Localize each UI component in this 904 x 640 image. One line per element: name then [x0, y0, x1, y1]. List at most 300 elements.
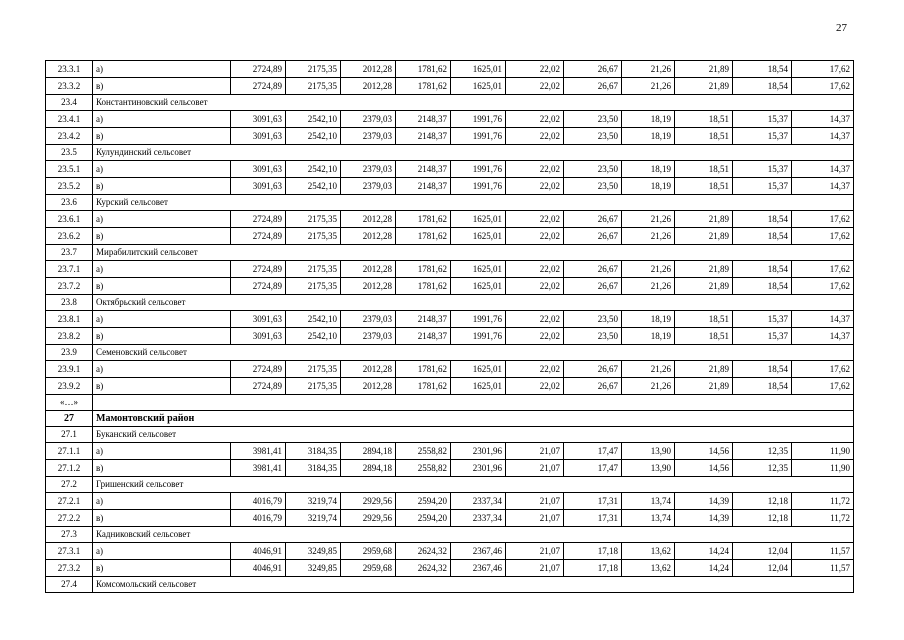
value-cell: 1991,76	[451, 328, 506, 345]
value-cell: 2894,18	[341, 443, 396, 460]
value-cell: 2724,89	[231, 78, 286, 95]
value-cell: 11,72	[792, 510, 854, 527]
value-cell: 14,37	[792, 128, 854, 145]
row-label: а)	[93, 111, 231, 128]
value-cell: 26,67	[564, 78, 622, 95]
row-label: а)	[93, 311, 231, 328]
value-cell: 21,07	[506, 460, 564, 477]
row-code: 23.5.1	[46, 161, 93, 178]
section-code: 27.4	[46, 577, 93, 593]
value-cell: 18,19	[622, 111, 675, 128]
value-cell: 21,26	[622, 361, 675, 378]
value-cell: 4046,91	[231, 560, 286, 577]
value-cell: 2175,35	[286, 278, 341, 295]
table-row	[46, 278, 854, 295]
value-cell: 1781,62	[396, 261, 451, 278]
value-cell: 26,67	[564, 278, 622, 295]
value-cell: 18,54	[733, 378, 792, 395]
value-cell: 22,02	[506, 61, 564, 78]
table-row	[46, 378, 854, 395]
value-cell: 1991,76	[451, 111, 506, 128]
section-code: «…»	[46, 395, 93, 411]
value-cell: 23,50	[564, 311, 622, 328]
section-header-row	[46, 577, 854, 593]
value-cell: 2301,96	[451, 460, 506, 477]
value-cell: 22,02	[506, 328, 564, 345]
value-cell: 2337,34	[451, 510, 506, 527]
value-cell: 2367,46	[451, 543, 506, 560]
value-cell: 13,62	[622, 543, 675, 560]
row-label: в)	[93, 328, 231, 345]
row-code: 23.3.1	[46, 61, 93, 78]
value-cell: 23,50	[564, 161, 622, 178]
value-cell: 21,89	[675, 78, 733, 95]
value-cell: 18,54	[733, 211, 792, 228]
value-cell: 2337,34	[451, 493, 506, 510]
value-cell: 22,02	[506, 161, 564, 178]
row-label: в)	[93, 460, 231, 477]
value-cell: 11,57	[792, 543, 854, 560]
value-cell: 2724,89	[231, 61, 286, 78]
row-label: в)	[93, 510, 231, 527]
section-header-row	[46, 477, 854, 493]
row-code: 23.3.2	[46, 78, 93, 95]
row-code: 27.2.1	[46, 493, 93, 510]
value-cell: 2542,10	[286, 178, 341, 195]
value-cell: 14,37	[792, 111, 854, 128]
section-code: 23.7	[46, 245, 93, 261]
value-cell: 2929,56	[341, 493, 396, 510]
value-cell: 2175,35	[286, 211, 341, 228]
value-cell: 3091,63	[231, 328, 286, 345]
value-cell: 17,62	[792, 361, 854, 378]
value-cell: 26,67	[564, 361, 622, 378]
value-cell: 1625,01	[451, 211, 506, 228]
value-cell: 2379,03	[341, 161, 396, 178]
table-body	[46, 61, 854, 593]
section-header-row	[46, 527, 854, 543]
section-title: Октябрьский сельсовет	[93, 295, 854, 311]
section-title: Гришенский сельсовет	[93, 477, 854, 493]
value-cell: 11,57	[792, 560, 854, 577]
value-cell: 21,26	[622, 78, 675, 95]
value-cell: 3091,63	[231, 311, 286, 328]
value-cell: 2175,35	[286, 61, 341, 78]
value-cell: 2542,10	[286, 328, 341, 345]
value-cell: 18,19	[622, 161, 675, 178]
value-cell: 3981,41	[231, 460, 286, 477]
row-code: 27.1.2	[46, 460, 93, 477]
section-header-row	[46, 427, 854, 443]
value-cell: 2175,35	[286, 78, 341, 95]
value-cell: 1781,62	[396, 61, 451, 78]
value-cell: 26,67	[564, 61, 622, 78]
value-cell: 2012,28	[341, 78, 396, 95]
value-cell: 2175,35	[286, 228, 341, 245]
row-code: 23.9.1	[46, 361, 93, 378]
row-code: 23.6.2	[46, 228, 93, 245]
row-label: а)	[93, 443, 231, 460]
row-code: 23.8.2	[46, 328, 93, 345]
value-cell: 2175,35	[286, 378, 341, 395]
section-code: 23.5	[46, 145, 93, 161]
value-cell: 2724,89	[231, 261, 286, 278]
value-cell: 13,74	[622, 510, 675, 527]
value-cell: 17,62	[792, 211, 854, 228]
value-cell: 14,37	[792, 178, 854, 195]
table-row	[46, 493, 854, 510]
value-cell: 2012,28	[341, 261, 396, 278]
value-cell: 12,04	[733, 543, 792, 560]
value-cell: 1625,01	[451, 228, 506, 245]
value-cell: 18,54	[733, 361, 792, 378]
value-cell: 21,26	[622, 261, 675, 278]
row-label: в)	[93, 378, 231, 395]
value-cell: 14,24	[675, 543, 733, 560]
value-cell: 13,90	[622, 460, 675, 477]
table-row	[46, 178, 854, 195]
value-cell: 26,67	[564, 211, 622, 228]
table-row	[46, 543, 854, 560]
value-cell: 14,37	[792, 161, 854, 178]
row-code: 27.2.2	[46, 510, 93, 527]
table-row	[46, 78, 854, 95]
ellipsis-row	[46, 395, 854, 411]
value-cell: 22,02	[506, 278, 564, 295]
row-label: в)	[93, 128, 231, 145]
value-cell: 15,37	[733, 111, 792, 128]
table-row	[46, 261, 854, 278]
section-header-row	[46, 95, 854, 111]
row-code: 23.9.2	[46, 378, 93, 395]
row-label: а)	[93, 161, 231, 178]
value-cell: 2542,10	[286, 111, 341, 128]
value-cell: 26,67	[564, 261, 622, 278]
value-cell: 22,02	[506, 128, 564, 145]
table-row	[46, 510, 854, 527]
value-cell: 17,47	[564, 443, 622, 460]
table-row	[46, 443, 854, 460]
value-cell: 18,51	[675, 128, 733, 145]
value-cell: 18,54	[733, 261, 792, 278]
section-header-row	[46, 195, 854, 211]
section-title: Буканский сельсовет	[93, 427, 854, 443]
value-cell: 3981,41	[231, 443, 286, 460]
section-code: 27.2	[46, 477, 93, 493]
value-cell: 17,62	[792, 61, 854, 78]
value-cell: 2148,37	[396, 128, 451, 145]
section-code: 23.4	[46, 95, 93, 111]
value-cell: 26,67	[564, 378, 622, 395]
section-code: 27	[46, 411, 93, 427]
section-code: 23.6	[46, 195, 93, 211]
section-title: Константиновский сельсовет	[93, 95, 854, 111]
row-code: 27.3.1	[46, 543, 93, 560]
value-cell: 2012,28	[341, 61, 396, 78]
value-cell: 2379,03	[341, 111, 396, 128]
value-cell: 1625,01	[451, 61, 506, 78]
section-title: Мирабилитский сельсовет	[93, 245, 854, 261]
row-code: 23.4.1	[46, 111, 93, 128]
value-cell: 2594,20	[396, 493, 451, 510]
value-cell: 14,56	[675, 443, 733, 460]
value-cell: 2724,89	[231, 378, 286, 395]
value-cell: 1781,62	[396, 278, 451, 295]
row-code: 23.7.1	[46, 261, 93, 278]
value-cell: 3091,63	[231, 128, 286, 145]
value-cell: 14,37	[792, 328, 854, 345]
value-cell: 2724,89	[231, 228, 286, 245]
value-cell: 14,37	[792, 311, 854, 328]
row-code: 23.8.1	[46, 311, 93, 328]
section-header-row	[46, 145, 854, 161]
row-label: в)	[93, 78, 231, 95]
row-label: а)	[93, 261, 231, 278]
row-code: 23.7.2	[46, 278, 93, 295]
section-code: 27.1	[46, 427, 93, 443]
value-cell: 21,89	[675, 278, 733, 295]
value-cell: 3219,74	[286, 510, 341, 527]
table-row	[46, 211, 854, 228]
value-cell: 18,19	[622, 311, 675, 328]
section-title: Курский сельсовет	[93, 195, 854, 211]
row-label: в)	[93, 560, 231, 577]
value-cell: 12,18	[733, 510, 792, 527]
value-cell: 23,50	[564, 178, 622, 195]
table-row	[46, 311, 854, 328]
value-cell: 18,19	[622, 178, 675, 195]
value-cell: 18,51	[675, 328, 733, 345]
value-cell: 2894,18	[341, 460, 396, 477]
value-cell: 22,02	[506, 261, 564, 278]
value-cell: 21,89	[675, 228, 733, 245]
value-cell: 2724,89	[231, 278, 286, 295]
value-cell: 17,62	[792, 278, 854, 295]
row-code: 27.1.1	[46, 443, 93, 460]
value-cell: 2301,96	[451, 443, 506, 460]
row-label: а)	[93, 211, 231, 228]
value-cell: 11,90	[792, 443, 854, 460]
value-cell: 18,51	[675, 311, 733, 328]
value-cell: 3184,35	[286, 460, 341, 477]
value-cell: 21,89	[675, 361, 733, 378]
value-cell: 18,54	[733, 278, 792, 295]
section-title: Кадниковский сельсовет	[93, 527, 854, 543]
value-cell: 1781,62	[396, 228, 451, 245]
value-cell: 21,07	[506, 493, 564, 510]
value-cell: 15,37	[733, 161, 792, 178]
value-cell: 26,67	[564, 228, 622, 245]
value-cell: 3249,85	[286, 560, 341, 577]
value-cell: 1625,01	[451, 278, 506, 295]
value-cell: 17,31	[564, 493, 622, 510]
value-cell: 17,31	[564, 510, 622, 527]
value-cell: 2012,28	[341, 211, 396, 228]
value-cell: 14,24	[675, 560, 733, 577]
value-cell: 12,18	[733, 493, 792, 510]
value-cell: 21,07	[506, 560, 564, 577]
value-cell: 15,37	[733, 311, 792, 328]
section-header-row	[46, 295, 854, 311]
value-cell: 11,72	[792, 493, 854, 510]
value-cell: 2379,03	[341, 328, 396, 345]
value-cell: 14,39	[675, 493, 733, 510]
value-cell: 2379,03	[341, 311, 396, 328]
value-cell: 23,50	[564, 128, 622, 145]
value-cell: 2367,46	[451, 560, 506, 577]
value-cell: 1991,76	[451, 161, 506, 178]
table-row	[46, 460, 854, 477]
value-cell: 2959,68	[341, 560, 396, 577]
value-cell: 18,54	[733, 78, 792, 95]
value-cell: 4016,79	[231, 510, 286, 527]
value-cell: 2959,68	[341, 543, 396, 560]
value-cell: 22,02	[506, 111, 564, 128]
value-cell: 18,51	[675, 111, 733, 128]
table-row	[46, 560, 854, 577]
value-cell: 18,51	[675, 161, 733, 178]
row-label: а)	[93, 361, 231, 378]
section-title: Кулундинский сельсовет	[93, 145, 854, 161]
value-cell: 15,37	[733, 328, 792, 345]
value-cell: 13,62	[622, 560, 675, 577]
value-cell: 2148,37	[396, 111, 451, 128]
value-cell: 21,07	[506, 443, 564, 460]
value-cell: 3184,35	[286, 443, 341, 460]
value-cell: 15,37	[733, 178, 792, 195]
value-cell: 21,07	[506, 510, 564, 527]
value-cell: 2379,03	[341, 178, 396, 195]
row-label: в)	[93, 278, 231, 295]
row-label: в)	[93, 178, 231, 195]
value-cell: 2558,82	[396, 460, 451, 477]
value-cell: 2012,28	[341, 378, 396, 395]
value-cell: 21,26	[622, 228, 675, 245]
value-cell: 2148,37	[396, 328, 451, 345]
value-cell: 2148,37	[396, 178, 451, 195]
value-cell: 2929,56	[341, 510, 396, 527]
value-cell: 2542,10	[286, 311, 341, 328]
value-cell: 1625,01	[451, 261, 506, 278]
section-code: 23.9	[46, 345, 93, 361]
value-cell: 13,74	[622, 493, 675, 510]
value-cell: 2542,10	[286, 161, 341, 178]
value-cell: 12,35	[733, 460, 792, 477]
row-code: 23.4.2	[46, 128, 93, 145]
value-cell: 22,02	[506, 361, 564, 378]
value-cell: 4046,91	[231, 543, 286, 560]
value-cell: 3091,63	[231, 178, 286, 195]
value-cell: 18,54	[733, 61, 792, 78]
value-cell: 17,62	[792, 228, 854, 245]
value-cell: 1781,62	[396, 361, 451, 378]
value-cell: 14,56	[675, 460, 733, 477]
value-cell: 1625,01	[451, 78, 506, 95]
row-label: а)	[93, 543, 231, 560]
value-cell: 11,90	[792, 460, 854, 477]
value-cell: 1781,62	[396, 378, 451, 395]
value-cell: 3091,63	[231, 111, 286, 128]
value-cell: 1625,01	[451, 378, 506, 395]
value-cell: 21,26	[622, 278, 675, 295]
value-cell: 22,02	[506, 311, 564, 328]
value-cell: 17,62	[792, 261, 854, 278]
section-title: Семеновский сельсовет	[93, 345, 854, 361]
value-cell: 22,02	[506, 78, 564, 95]
table-row	[46, 61, 854, 78]
page-number: 27	[836, 22, 847, 34]
value-cell: 22,02	[506, 211, 564, 228]
value-cell: 21,26	[622, 61, 675, 78]
value-cell: 2558,82	[396, 443, 451, 460]
value-cell: 17,62	[792, 78, 854, 95]
value-cell: 1991,76	[451, 128, 506, 145]
row-code: 23.5.2	[46, 178, 93, 195]
value-cell: 23,50	[564, 111, 622, 128]
value-cell: 18,51	[675, 178, 733, 195]
value-cell: 22,02	[506, 228, 564, 245]
section-title: Комсомольский сельсовет	[93, 577, 854, 593]
value-cell: 1781,62	[396, 78, 451, 95]
value-cell: 21,89	[675, 211, 733, 228]
value-cell: 2012,28	[341, 228, 396, 245]
value-cell: 21,07	[506, 543, 564, 560]
value-cell: 2148,37	[396, 311, 451, 328]
value-cell: 14,39	[675, 510, 733, 527]
value-cell: 21,89	[675, 261, 733, 278]
value-cell: 21,26	[622, 378, 675, 395]
row-code: 23.6.1	[46, 211, 93, 228]
value-cell: 17,18	[564, 543, 622, 560]
table-row	[46, 328, 854, 345]
section-header-row	[46, 345, 854, 361]
value-cell: 3091,63	[231, 161, 286, 178]
value-cell: 3249,85	[286, 543, 341, 560]
value-cell: 2724,89	[231, 211, 286, 228]
value-cell: 2012,28	[341, 361, 396, 378]
row-label: а)	[93, 493, 231, 510]
section-code: 27.3	[46, 527, 93, 543]
value-cell: 17,62	[792, 378, 854, 395]
value-cell: 1991,76	[451, 311, 506, 328]
value-cell: 2542,10	[286, 128, 341, 145]
value-cell: 4016,79	[231, 493, 286, 510]
value-cell: 1625,01	[451, 361, 506, 378]
value-cell: 23,50	[564, 328, 622, 345]
table-row	[46, 361, 854, 378]
value-cell: 3219,74	[286, 493, 341, 510]
value-cell: 2724,89	[231, 361, 286, 378]
row-label: а)	[93, 61, 231, 78]
tariff-table	[45, 60, 854, 593]
table-row	[46, 111, 854, 128]
value-cell: 17,18	[564, 560, 622, 577]
value-cell: 18,19	[622, 328, 675, 345]
table-row	[46, 128, 854, 145]
value-cell: 12,35	[733, 443, 792, 460]
value-cell: 21,26	[622, 211, 675, 228]
value-cell: 1781,62	[396, 211, 451, 228]
table-row	[46, 228, 854, 245]
row-code: 27.3.2	[46, 560, 93, 577]
value-cell: 13,90	[622, 443, 675, 460]
section-header-row	[46, 245, 854, 261]
value-cell: 15,37	[733, 128, 792, 145]
value-cell: 21,89	[675, 378, 733, 395]
value-cell: 2148,37	[396, 161, 451, 178]
section-code: 23.8	[46, 295, 93, 311]
value-cell: 18,19	[622, 128, 675, 145]
